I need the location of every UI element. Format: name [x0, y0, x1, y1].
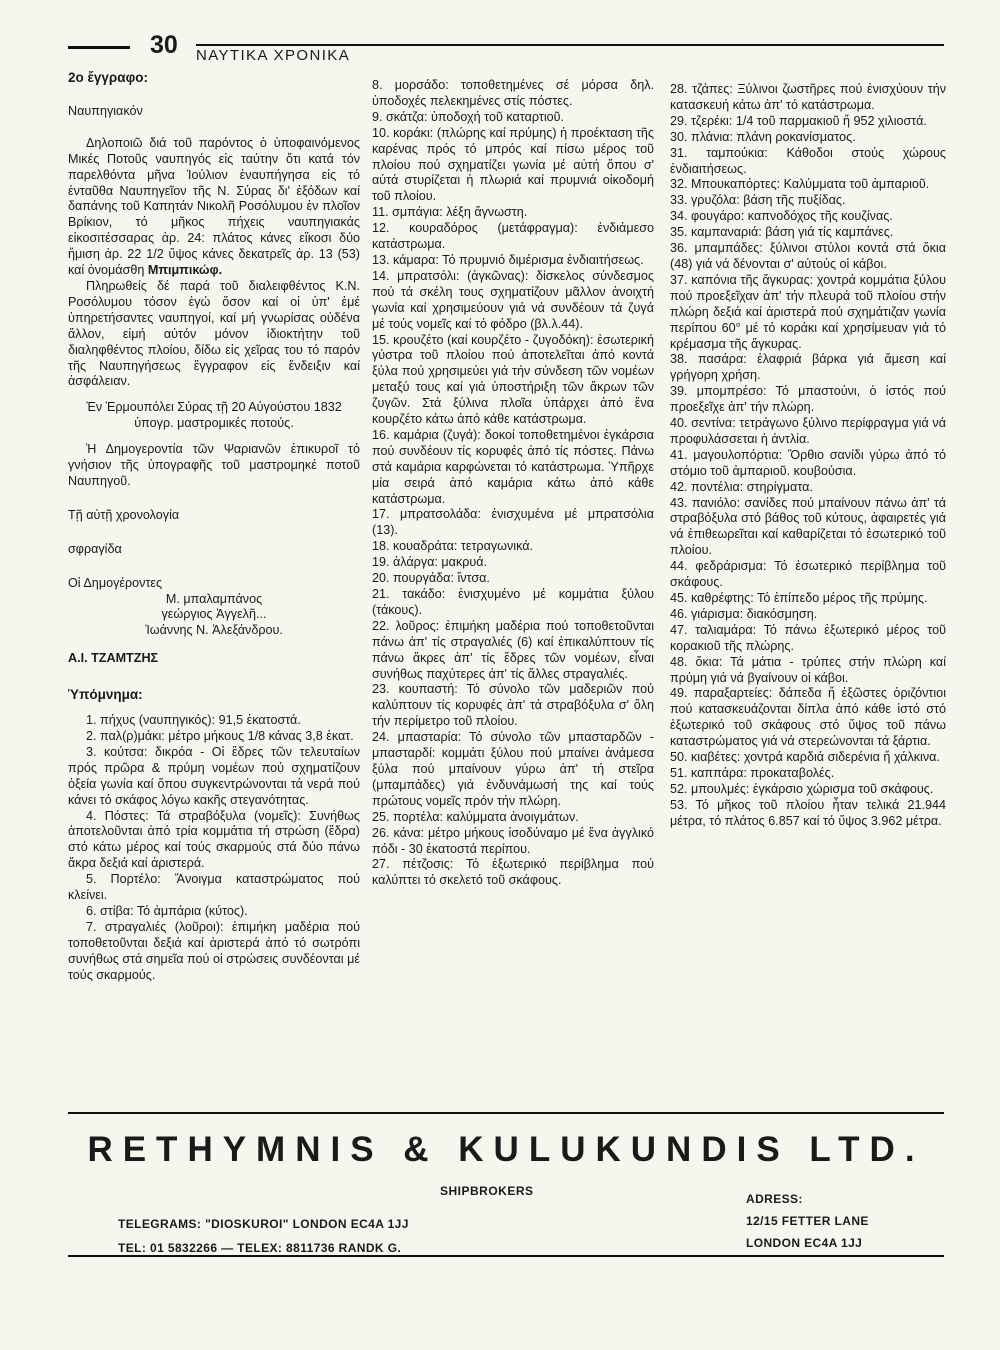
note-item: 9. σκάτζα: ὑποδοχή τοῦ καταρτιοῦ. — [372, 109, 565, 124]
notes-list-col1 — [68, 713, 360, 983]
ad-address — [746, 1188, 869, 1254]
note-item: 28. τζάπες: Ξύλινοι ζωστῆρες πού ἐνισχύουν τήν κατασκευή κάτω ἀπ' τό κατάστρωμα. — [670, 82, 946, 112]
note-item: 21. τακάδο: ἐνισχυμένο μέ κομμάτια ξύλου (τάκους). — [372, 587, 654, 617]
document-body-2: Πληρωθείς δέ παρά τοῦ διαλειφθέντος Κ.Ν. Ροσόλυμου τόσον ἐγώ ὅσον καί οἱ ὑπ' ἐμέ ὑπηρετήσαντες ναυπηγοί, καί μή γνωρίσας οὐδένα ἄλλον, εἰμή αὐτόν μόνον ἰδιοκτήτην τοῦ διαληφθέντος πλοίου, δίδω εἰς χεῖρας του τό παρόν τῆς Ναυπηγήσεως ἔγγραφον εἰς ἔνδειξιν καί ἀσφάλειαν. — [68, 278, 360, 389]
note-item: 35. καμπαναριά: βάση γιά τίς καμπάνες. — [670, 225, 894, 240]
ad-contact — [118, 1212, 409, 1260]
note-item: 44. φεδράρισμα: Τό ἐσωτερικό περίβλημα τοῦ σκάφους. — [670, 559, 946, 590]
ad-address-label: ADRESS: — [746, 1192, 803, 1206]
note-item: 19. ἀλάργα: μακρυά. — [372, 555, 488, 570]
note-item: 49. παραξαρτείες: δάπεδα ἤ ἐξῶστες ὁριζόντιοι πού κατασκευάζονται δίπλα ἀπό κάθε ἱστό στό ἐξωτερικό τοῦ σκάφους στό ὕψος τοῦ πάνω καταστρώματος γιά νά στερεώνονται τά ξάρτια. — [670, 686, 946, 749]
note-item: 24. μπασταρία: Τό σύνολο τῶν μπασταρδῶν - μπασταρδί: κομμάτι ξύλου πού μπαίνει ἀνάμεσα ξύλα πού μπαίνουν γύρω ἀπ' τή στεῖρα (μπαμπάδες) γιά ἐνδυνάμωσή της καί τούς πρώτους νομεῖς πρόν τήν πλώρη. — [372, 730, 654, 808]
document-body-1 — [68, 136, 360, 279]
note-item: 36. μπαμπάδες: ξύλινοι στύλοι κοντά στά ὄκια (48) γιά νά δένονται σ' αὐτούς οἱ κάβοι. — [670, 241, 946, 271]
ad-address-line-2: LONDON EC4A 1JJ — [746, 1236, 863, 1250]
note-item: 3. κούτσα: δικρόα - Οἱ ἕδρες τῶν τελευταίων πρός πρῶρα & πρύμη νομέων πού σχηματίζουν ὀξεία γωνία καί ὅπου συγκεντρώνονται τά νερά πού κάνει τό σκάφος λόγω κακῆς στεγανότητας. — [68, 744, 360, 807]
header-rule-left — [68, 46, 130, 49]
document-signature: ὑπογρ. μαστρομικές ποτούς. — [134, 416, 294, 431]
note-item: 39. μπομπρέσο: Τό μπαστούνι, ὁ ἱστός πού προεξεῖχε ἀπ' τήν πλώρη. — [670, 384, 946, 415]
note-item: 29. τζερέκι: 1/4 τοῦ παρμακιοῦ ἤ 952 χιλιοστά. — [670, 113, 927, 128]
note-item: 11. σμπάγια: λέξη ἄγνωστη. — [372, 205, 528, 220]
note-item: 25. πορτέλα: καλύμματα ἀνοιγμάτων. — [372, 809, 579, 824]
note-item: 1. πήχυς (ναυπηγικός): 91,5 ἑκατοστά. — [86, 713, 301, 728]
ad-rule-bottom — [68, 1255, 944, 1257]
ad-address-line-1: 12/15 FETTER LANE — [746, 1214, 869, 1228]
column-1 — [68, 60, 360, 984]
note-item: 45. καθρέφτης: Τό ἐπίπεδο μέρος τῆς πρύμης. — [670, 591, 928, 605]
note-item: 51. καππάρα: προκαταβολές. — [670, 765, 835, 780]
note-item: 15. κρουζέτο (καί κουρζέτο - ζυγοδόκη): ἐσωτερική γύστρα τοῦ πλοίου πού ἀποτελεῖται ἀπό κοντά ξύλα πού χρησιμεύει γιά τήν σύνδεση τῶν νομέων μεταξύ τους καί γιά ὑποστήριξη τῶν ἄκρων τῶν ζυγῶν. Στά ξύλινα πλοῖα ὑπάρχει ἀπό ἕνα κουρζέτο κάτω ἀπό κάθε κατάστρωμα. — [372, 332, 654, 427]
document-seal: σφραγίδα — [68, 541, 122, 556]
document-heading: 2ο ἔγγραφο: — [68, 70, 148, 85]
ad-telegrams: TELEGRAMS: "DIOSKUROI" LONDON EC4A 1JJ — [118, 1217, 409, 1231]
note-item: 27. πέτζοσις: Τό ἐξωτερικό περίβλημα πού καλύπτει τό σκελετό τοῦ σκάφους. — [372, 857, 654, 888]
note-item: 26. κάνα: μέτρο μήκους ἰσοδύναμο μέ ἕνα ἀγγλικό πόδι - 30 ἑκατοστά περίπου. — [372, 825, 654, 856]
note-item: 52. μπουλμές: ἐγκάρσιο χώρισμα τοῦ σκάφους. — [670, 781, 934, 796]
note-item: 41. μαγουλοπόρτια: Ὄρθιο σανίδι γύρω ἀπό τό στόμιο τοῦ ἀμπαριοῦ. κουβούσια. — [670, 447, 946, 478]
document-date: Ἐν Ἑρμουπόλει Σύρας τῇ 20 Αὐγούστου 1832 — [86, 400, 342, 415]
note-item: 48. ὄκια: Τά μάτια - τρύπες στήν πλώρη καί πρύμη γιά νά βγαίνουν οἱ κάβοι. — [670, 654, 946, 685]
note-item: 34. φουγάρο: καπνοδόχος τῆς κουζίνας. — [670, 209, 893, 224]
note-item: 5. Πορτέλο: Ἄνοιγμα καταστρώματος πού κλείνει. — [68, 872, 360, 903]
note-item: 43. πανιόλο: σανίδες πού μπαίνουν πάνω ἀπ' τά στραβόξυλα στό βάθος τοῦ κύτους, ἀφαιρετές γιά νά ἐπιθεωρεῖται καί καθαρίζεται τό ἐσωτερικό τοῦ πλοίου. — [670, 495, 946, 558]
note-item: 2. παλ(ρ)μάκι: μέτρο μήκους 1/8 κάνας 3,8 ἑκατ. — [86, 729, 354, 743]
note-item: 37. καπόνια τῆς ἄγκυρας: χοντρά κομμάτια ξύλου πού προεξεῖχαν ἀπ' τήν πλευρά τοῦ πλοίου στήν πλώρη δεξιά καί ἀριστερά πού σχημάτιζαν γωνία περίπου 60° μέ τό κοράκι καί χρησίμευαν γιά τό κρέμασμα τῆς ἄγκυρας. — [670, 272, 946, 351]
note-item: 16. καμάρια (ζυγά): δοκοί τοποθετημένοι ἐγκάρσια πού συνδέουν τίς κορυφές ἀπό τίς πόστες. Πάνω στά καμάρια καρφώνεται τό κατάστρωμα. Ὑπῆρχε μία σειρά ἀπό καμάρια κάτω ἀπό κάθε κατάστρωμα. — [372, 427, 654, 506]
note-item: 42. ποντέλια: στηρίγματα. — [670, 479, 813, 494]
note-item: 32. Μπουκαπόρτες: Καλύμματα τοῦ ἀμπαριοῦ. — [670, 177, 930, 192]
notes-list-col3 — [670, 82, 946, 830]
note-item: 18. κουαδράτα: τετραγωνικά. — [372, 539, 534, 554]
note-item: 6. στίβα: Τό ἀμπάρια (κύτος). — [86, 903, 248, 918]
document-certification: Ἡ Δημογεροντία τῶν Ψαριανῶν ἐπικυροῖ τό γνήσιον τῆς ὑπογραφῆς τοῦ μαστρομηκέ ποτοῦ Ναυπηγοῦ. — [68, 442, 360, 488]
note-item: 20. πουργάδα: ἴντσα. — [372, 571, 490, 586]
note-item: 10. κοράκι: (πλώρης καί πρύμης) ἡ προέκταση τῆς καρένας πρός τό μπρός καί πίσω μέρος τοῦ πλοίου πού σχηματίζει γωνία μέ αὐτή ὅπου σ' αὐτά στυρίζεται ἡ πλωριά καί πρυμνιά οἰκοδομή τοῦ πλοίου. — [372, 125, 654, 204]
document-elders-title: Οἱ Δημογέροντες — [68, 575, 163, 590]
note-item: 8. μορσάδο: τοποθετημένες σέ μόρσα δηλ. ὑποδοχές πελεκημένες στίς πόστες. — [372, 78, 654, 108]
note-item: 4. Πόστες: Τά στραβόξυλα (νομεῖς): Συνήθως ἀποτελοῦνται ἀπό τρία κομμάτια τή στρώση (ἕδρα) στό κάτω μέρος καί τούς σκαρμούς στά δύο πάνω ἄκρα δεξιά καί ἀριστερά. — [68, 808, 360, 871]
note-item: 50. κιαβέτες: χοντρά καρδιά σιδερένια ἤ χάλκινα. — [670, 750, 940, 765]
note-item: 7. στραγαλιές (λοῦροι): ἐπιμήκη μαδέρια πού τοποθετοῦνται δεξιά καί ἀριστερά ἀπό τό σωτρόπι συνήθως στά σημεῖα πού οἱ στρώσεις συνδέονται μέ τούς σκαρμούς. — [68, 919, 360, 982]
ad-rule-top — [68, 1112, 944, 1114]
document-same-date: Τῇ αὐτῇ χρονολογία — [68, 507, 180, 522]
note-item: 53. Τό μῆκος τοῦ πλοίου ἦταν τελικά 21.944 μέτρα, τό πλάτος 6.857 καί τό ὕψος 3.962 μέτρα. — [670, 797, 946, 828]
note-item: 33. γρυζόλα: βάση τῆς πυξίδας. — [670, 193, 846, 208]
page-number: 30 — [150, 31, 178, 59]
note-item: 30. πλάνια: πλάνη ροκανίσματος. — [670, 129, 856, 144]
ship-name: Μπιμπικώφ. — [147, 263, 223, 278]
document-elder-1: Μ. μπαλαμπάνος — [165, 591, 263, 606]
note-item: 47. ταλιαμάρα: Τό πάνω ἐξωτερικό μέρος τοῦ κορακιοῦ τῆς πλώρης. — [670, 622, 946, 653]
article-author: Α.Ι. ΤΖΑΜΤΖΗΣ — [68, 651, 159, 666]
note-item: 22. λοῦρος: ἐπιμήκη μαδέρια πού τοποθετοῦνται πάνω ἀπ' τίς στραγαλιές (6) καί ἐπικαλύπτουν τίς πάνω ἄκρες ἀπ' τίς ἕδρες τῶν νομέων, εἶναι συνήθως παχύτερες ἀπ' τίς ἄλλες στραγαλιές. — [372, 618, 654, 681]
document-place: Ναυπηγιακόν — [68, 103, 143, 118]
note-item: 38. πασάρα: ἐλαφριά βάρκα γιά ἄμεση καί γρήγορη χρήση. — [670, 352, 946, 383]
note-item: 13. κάμαρα: Τό πρυμνιό διμέρισμα ἐνδιαιτήσεως. — [372, 252, 644, 267]
document-body-1-text: Δηλοποιῶ διά τοῦ παρόντος ὁ ὑποφαινόμενος Μικές Ποτοῦς ναυπηγός εἰς ταύτην ὅτι κατά τόν παρελθόντα μῆνα Ἰούλιον ἐναυπήγησα εἰς τό ἐνταῦθα Ναυπηγεῖον τῆς Ν. Σύρας δι' ἐξόδων καί δαπάνης τοῦ Καπητάν Νικολῆ Ροσόλυμου ἐν πλοῖον Βρίκιον, τό μῆκος πήχεις ναυπηγιακάς εἰκοσιτέσσαρας ἀρ. 24: πλάτος κάνες εἴκοσι δύο ἥμιση ἀρ. 22 1/2 ὕψος κάνες δεκατρεῖς ἀρ. 13 (53) καί ὀνομάσθη — [68, 135, 360, 278]
note-item: 31. ταμπούκια: Κάθοδοι στούς χώρους ἐνδιαιτήσεως. — [670, 145, 946, 176]
note-item: 23. κουπαστή: Τό σύνολο τῶν μαδεριῶν πού καλύπτουν τίς κορυφές ἀπ' τά στραβόξυλα σ' ὅλη τήν περίμετρο τοῦ πλοίου. — [372, 682, 654, 729]
note-item: 14. μπρατσόλι: (ἀγκῶνας): δίσκελος σύνδεσμος πού τά σκέλη τους σχηματίζουν μᾶλλον ἀνοιχτή γωνία καί χρησιμεύουν γιά νά συνδέουν τά ζυγά μέ τούς νομεῖς καί τό φόδρο (βλ.λ.44). — [372, 268, 654, 331]
note-item: 12. κουραδόρος (μετάφραγμα): ἐνδιάμεσο κατάστρωμα. — [372, 221, 654, 252]
note-item: 40. σεντίνα: τετράγωνο ξύλινο περίφραγμα γιά νά προφυλάσσεται ἡ ἀντλία. — [670, 416, 946, 446]
notes-list-col2 — [372, 78, 654, 889]
note-item: 46. γιάρισμα: διακόσμηση. — [670, 606, 818, 621]
ad-subtitle: SHIPBROKERS — [440, 1184, 534, 1198]
note-item: 17. μπρατσολάδα: ἐνισχυμένα μέ μπρατσόλια (13). — [372, 507, 654, 538]
ad-telephone: TEL: 01 5832266 — TELEX: 8811736 RANDK G. — [118, 1241, 402, 1255]
magazine-title: ΝΑΥΤΙΚΑ ΧΡΟΝΙΚΑ — [196, 47, 351, 64]
document-elder-2: γεώργιος Ἀγγελῆ... — [161, 607, 267, 622]
notes-heading: Ὑπόμνημα: — [68, 687, 143, 703]
ad-company-name: RETHYMNIS & KULUKUNDIS LTD. — [87, 1130, 925, 1169]
document-elder-3: Ἰωάννης Ν. Ἀλεξάνδρου. — [145, 623, 283, 638]
